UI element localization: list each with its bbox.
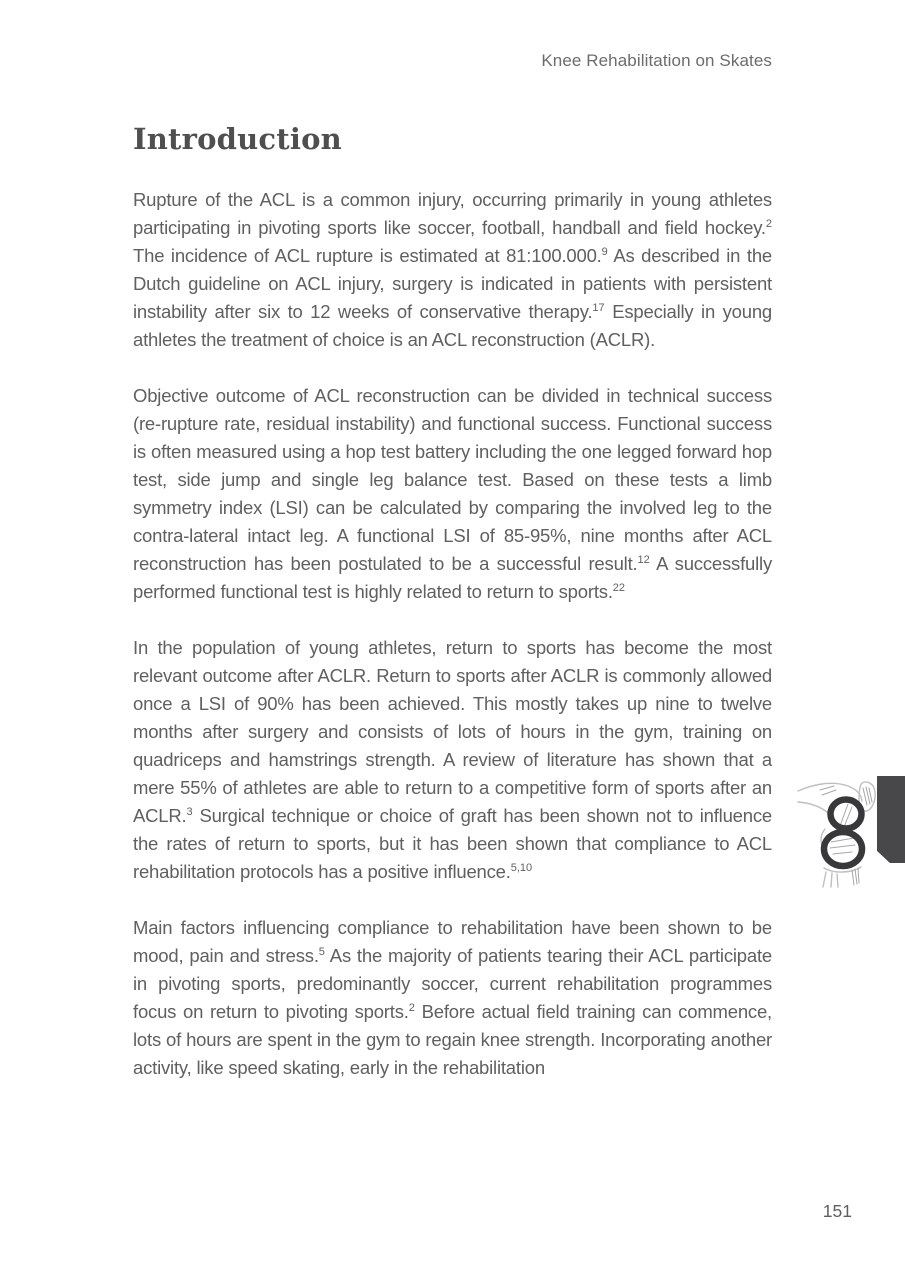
running-header: Knee Rehabilitation on Skates bbox=[541, 51, 772, 70]
section-heading: Introduction bbox=[133, 122, 342, 156]
body-paragraphs bbox=[133, 186, 772, 1082]
reference-superscript: 5 bbox=[318, 945, 325, 958]
chapter-number-eight bbox=[824, 800, 862, 867]
reference-superscript: 17 bbox=[592, 301, 605, 314]
reference-superscript: 22 bbox=[612, 581, 626, 594]
paragraph: Main factors influencing compliance to rehabilitation have been shown to be mood, pain and stress.$^5$ As the majority of patients tearing their ACL participate in pivoting sports, predominantly soccer, current rehabilitation programmes focus on return to pivoting sports.$^2$ Before actual field training can commence, lots of hours are spent in the gym to regain knee strength. Incorporating another activity, like speed skating, early in the rehabilitation bbox=[133, 917, 772, 1078]
reference-superscript: 2 bbox=[408, 1001, 415, 1014]
reference-superscript: 9 bbox=[601, 245, 608, 258]
paragraph: In the population of young athletes, return to sports has become the most relevant outcome after ACLR. Return to sports after ACLR is commonly allowed once a LSI of 90% has been achieved. This mostly takes up nine to twelve months after surgery and consists of lots of hours in the gym, training on quadriceps and hamstrings strength. A review of literature has shown that a mere 55% of athletes are able to return to a competitive form of sports after an ACLR.$^3$ Surgical technique or choice of graft has been shown not to influence the rates of return to sports, but it has been shown that compliance to ACL rehabilitation protocols has a positive influence.$^{5,10}$ bbox=[133, 637, 772, 882]
reference-superscript: 3 bbox=[186, 805, 193, 818]
knee-joint-sketch-icon bbox=[796, 774, 880, 888]
paragraph: Rupture of the ACL is a common injury, occurring primarily in young athletes participating in pivoting sports like soccer, football, handball and field hockey.$^2$ The incidence of ACL rupture is estimated at 81:100.000.$^9$ As described in the Dutch guideline on ACL injury, surgery is indicated in patients with persistent instability after six to 12 weeks of conservative therapy.$^{17}$ Especially in young athletes the treatment of choice is an ACL reconstruction (ACLR). bbox=[133, 189, 773, 350]
chapter-tab bbox=[877, 776, 905, 863]
page-number: 151 bbox=[822, 1201, 852, 1221]
reference-superscript: 2 bbox=[765, 217, 772, 230]
reference-superscript: 12 bbox=[637, 553, 650, 566]
knee-sketch-svg bbox=[796, 774, 880, 888]
paragraph: Objective outcome of ACL reconstruction can be divided in technical success (re-rupture rate, residual instability) and functional success. Functional success is often measured using a hop test battery including the one legged forward hop test, side jump and single leg balance test. Based on these tests a limb symmetry index (LSI) can be calculated by comparing the involved leg to the contra-lateral intact leg. A functional LSI of 85-95%, nine months after ACL reconstruction has been postulated to be a successful result.$^{12}$ A successfully performed functional test is highly related to return to sports.$^{22}$ bbox=[133, 385, 772, 602]
reference-superscript: 5,10 bbox=[510, 861, 533, 874]
